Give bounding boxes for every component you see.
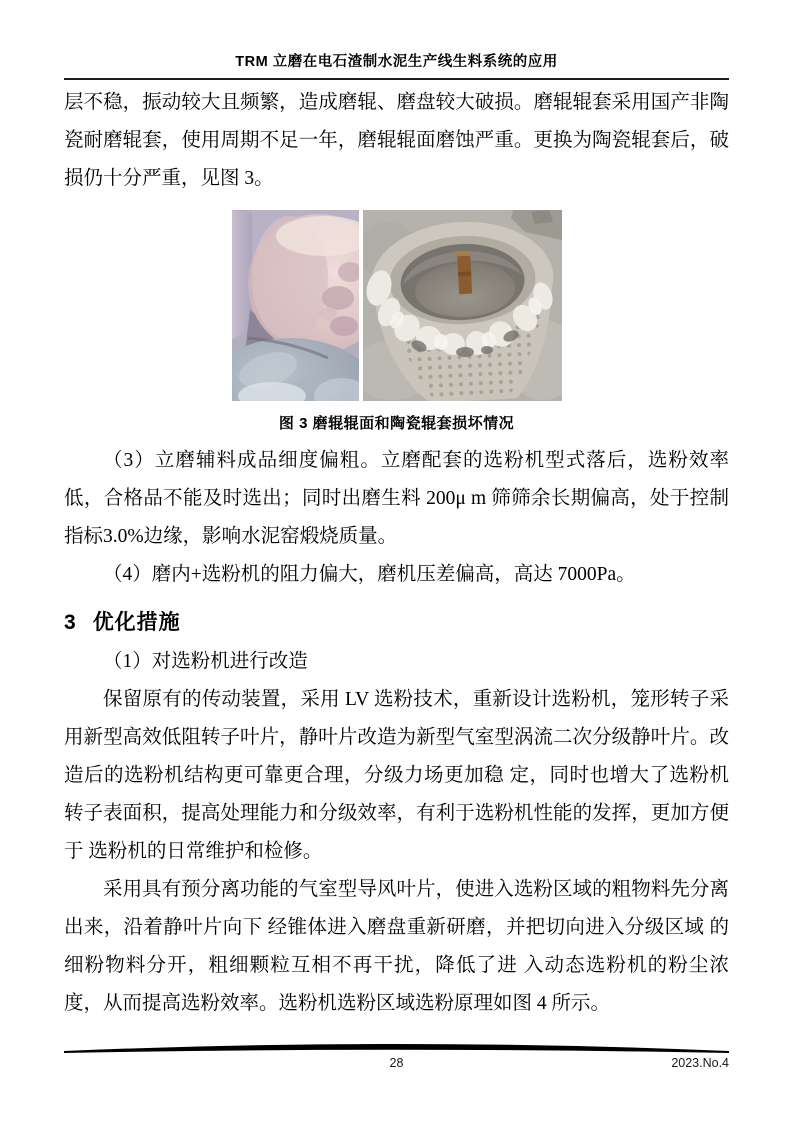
page-number: 28	[389, 1056, 404, 1070]
paragraph-preseparation: 采用具有预分离功能的气室型导风叶片，使进入选粉区域的粗物料先分离出来，沿着静叶片向下 经锥体进入磨盘重新研磨，并把切向进入分级区域 的细粉物料分开，粗细颗粒互相不再干扰，降低了进 入动态选粉机的粉尘浓度，从而提高选粉效率。选粉机选粉区域选粉原理如图 4 所示。	[64, 879, 729, 1014]
paragraph-separator-reform: 保留原有的传动装置，采用 LV 选粉技术，重新设计选粉机，笼形转子采用新型高效低阻转子叶片，静叶片改造为新型气室型涡流二次分级静叶片。改造后的选粉机结构更可靠更合理，分级力场更加稳 定，同时也增大了选粉机转子表面积，提高处理能力和分级效率，有利于选粉机性能的发挥，更加方便于 选粉机的日常维护和检修。	[64, 689, 729, 862]
figure3-images	[64, 210, 729, 401]
figure-3	[64, 210, 729, 433]
figure3-right-image	[363, 210, 562, 401]
figure3-left-image	[232, 210, 359, 401]
section-number: 3	[64, 611, 77, 634]
paragraph-item-3: （3）立磨辅料成品细度偏粗。立磨配套的选粉机型式落后，选粉效率低，合格品不能及时选出；同时出磨生料 200μ m 筛筛余长期偏高，处于控制指标3.0%边缘，影响水泥窑煅烧质量。	[64, 450, 729, 547]
issue-number: 2023.No.4	[671, 1056, 729, 1070]
header-rule	[64, 78, 729, 80]
page-footer	[64, 1042, 729, 1074]
section-title: 优化措施	[92, 611, 181, 634]
page-content	[64, 50, 729, 1023]
subsection-title: （1）对选粉机进行改造	[103, 651, 308, 672]
paragraph-item-4: （4）磨内+选粉机的阻力偏大，磨机压差偏高，高达 7000Pa。	[103, 564, 636, 585]
footer-rule	[64, 1042, 729, 1055]
figure3-caption: 图 3 磨辊辊面和陶瓷辊套损坏情况	[278, 415, 515, 432]
footer-row	[64, 1056, 729, 1074]
paragraph-continued: 层不稳，振动较大且频繁，造成磨辊、磨盘较大破损。磨辊辊套采用国产非陶瓷耐磨辊套，使用周期不足一年，磨辊辊面磨蚀严重。更换为陶瓷辊套后，破损仍十分严重，见图 3。	[64, 92, 729, 189]
section-heading	[64, 606, 729, 636]
running-head-title: TRM 立磨在电石渣制水泥生产线生料系统的应用	[235, 54, 558, 70]
